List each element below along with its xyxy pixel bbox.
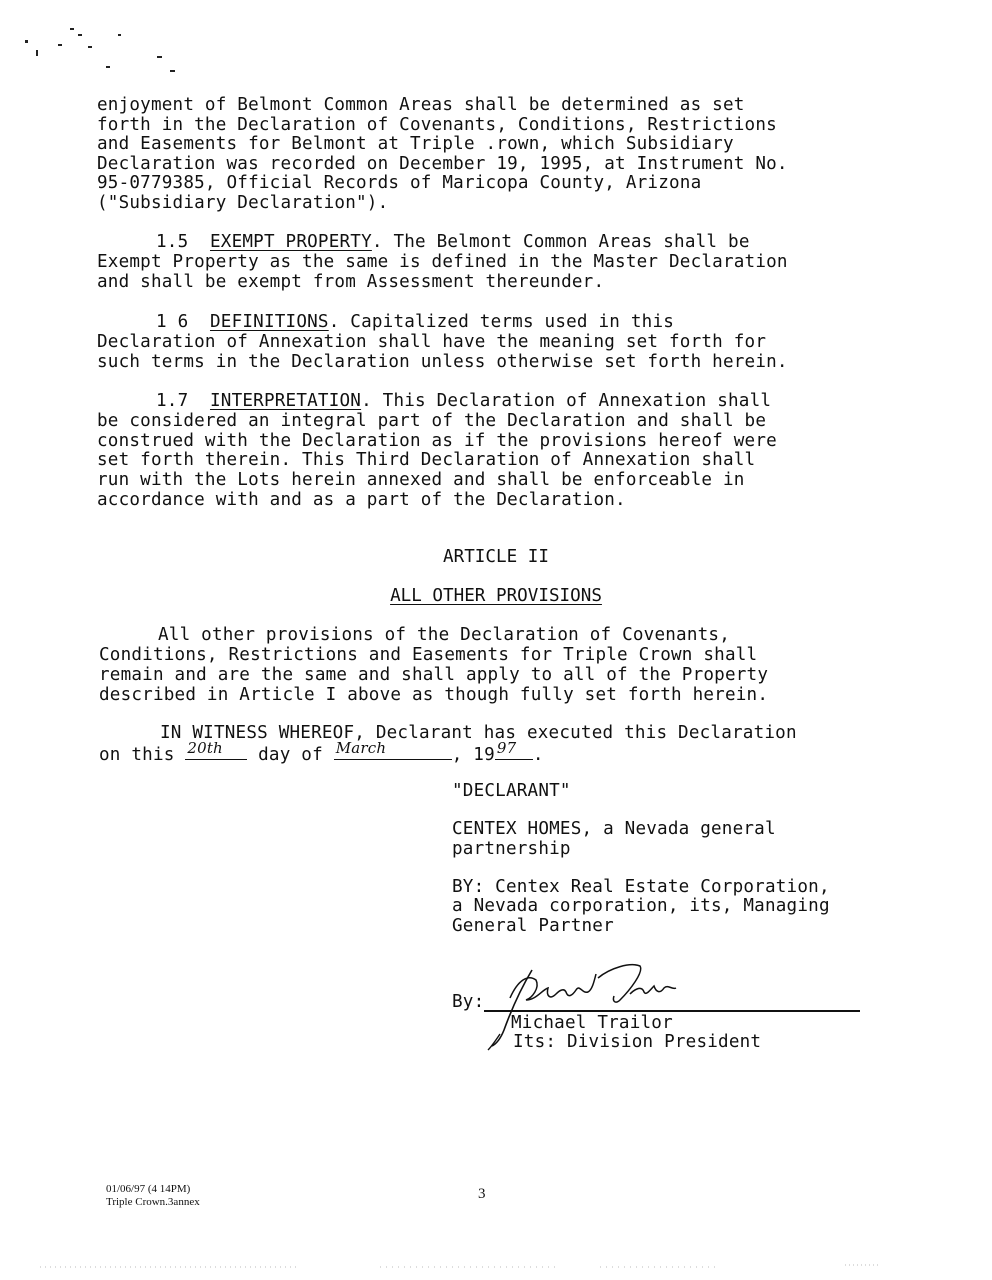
text-line: All other provisions of the Declaration of Covenants, bbox=[158, 625, 730, 645]
section-heading: DEFINITIONS bbox=[209, 312, 329, 332]
text-line: Declaration of Annexation shall have the meaning set forth for bbox=[97, 332, 767, 352]
text-line: be considered an integral part of the Declaration and shall be bbox=[97, 411, 767, 431]
entity-line: partnership bbox=[452, 839, 571, 859]
text-line: such terms in the Declaration unless otherwise set forth herein. bbox=[97, 352, 788, 372]
section-first-text: . This Declaration of Annexation shall bbox=[361, 391, 772, 411]
by-label: By: bbox=[452, 992, 485, 1012]
text-line: set forth therein. This Third Declaration of Annexation shall bbox=[97, 450, 756, 470]
text-line: ("Subsidiary Declaration"). bbox=[97, 193, 389, 213]
declarant-label: "DECLARANT" bbox=[452, 781, 571, 801]
page-number: 3 bbox=[478, 1186, 486, 1202]
text-line: forth in the Declaration of Covenants, Conditions, Restrictions bbox=[97, 115, 777, 135]
year-field bbox=[495, 739, 533, 760]
text-line: construed with the Declaration as if the provisions hereof were bbox=[97, 431, 777, 451]
day-field bbox=[185, 739, 247, 760]
text-line: remain and are the same and shall apply to all of the Property bbox=[99, 665, 769, 685]
handwritten-day: 20th bbox=[187, 739, 223, 757]
section-first-text: . Capitalized terms used in this bbox=[328, 312, 675, 332]
text-line: 95-0779385, Official Records of Maricopa County, Arizona bbox=[97, 173, 702, 193]
signer-name: Michael Trailor bbox=[511, 1013, 673, 1033]
text-line: Exempt Property as the same is defined in the Master Declaration bbox=[97, 252, 788, 272]
handwritten-month: March bbox=[335, 739, 387, 757]
article-subtitle: ALL OTHER PROVISIONS bbox=[390, 586, 602, 606]
signer-title: Its: Division President bbox=[513, 1032, 762, 1052]
footer-stamp-file: Triple Crown.3annex bbox=[106, 1196, 200, 1208]
month-field bbox=[334, 739, 452, 760]
by-entity-line: General Partner bbox=[452, 916, 614, 936]
article-title: ARTICLE II bbox=[443, 547, 549, 567]
text-line: described in Article I above as though fully set forth herein. bbox=[99, 685, 769, 705]
by-entity-line: a Nevada corporation, its, Managing bbox=[452, 896, 830, 916]
text-line: run with the Lots herein annexed and shall be enforceable in bbox=[97, 470, 745, 490]
section-first-line bbox=[156, 232, 750, 252]
scan-noise-marks bbox=[0, 0, 200, 90]
section-heading: INTERPRETATION bbox=[209, 391, 362, 411]
text-line: IN WITNESS WHEREOF, Declarant has executed this Declaration bbox=[160, 723, 797, 743]
section-number: 1 6 bbox=[156, 312, 189, 332]
section-first-line bbox=[156, 391, 771, 411]
section-first-line bbox=[156, 312, 674, 332]
text-line: accordance with and as a part of the Declaration. bbox=[97, 490, 626, 510]
section-first-text: . The Belmont Common Areas shall be bbox=[371, 232, 750, 252]
section-heading: EXEMPT PROPERTY bbox=[209, 232, 372, 252]
text-line: and Easements for Belmont at Triple .rown, which Subsidiary bbox=[97, 134, 734, 154]
handwritten-year: 97 bbox=[496, 739, 517, 757]
text-line: Declaration was recorded on December 19, 1995, at Instrument No. bbox=[97, 154, 788, 174]
scan-edge-dots bbox=[0, 1262, 992, 1272]
section-number: 1.7 bbox=[156, 391, 189, 411]
witness-date-line: on this 20th day of March , 19 97 . bbox=[99, 739, 544, 765]
footer-stamp-date: 01/06/97 (4 14PM) bbox=[106, 1183, 191, 1195]
text-line: enjoyment of Belmont Common Areas shall be determined as set bbox=[97, 95, 745, 115]
entity-line: CENTEX HOMES, a Nevada general bbox=[452, 819, 776, 839]
text-line: Conditions, Restrictions and Easements for Triple Crown shall bbox=[99, 645, 758, 665]
section-number: 1.5 bbox=[156, 232, 189, 252]
by-entity-line: BY: Centex Real Estate Corporation, bbox=[452, 877, 830, 897]
text-line: and shall be exempt from Assessment thereunder. bbox=[97, 272, 605, 292]
